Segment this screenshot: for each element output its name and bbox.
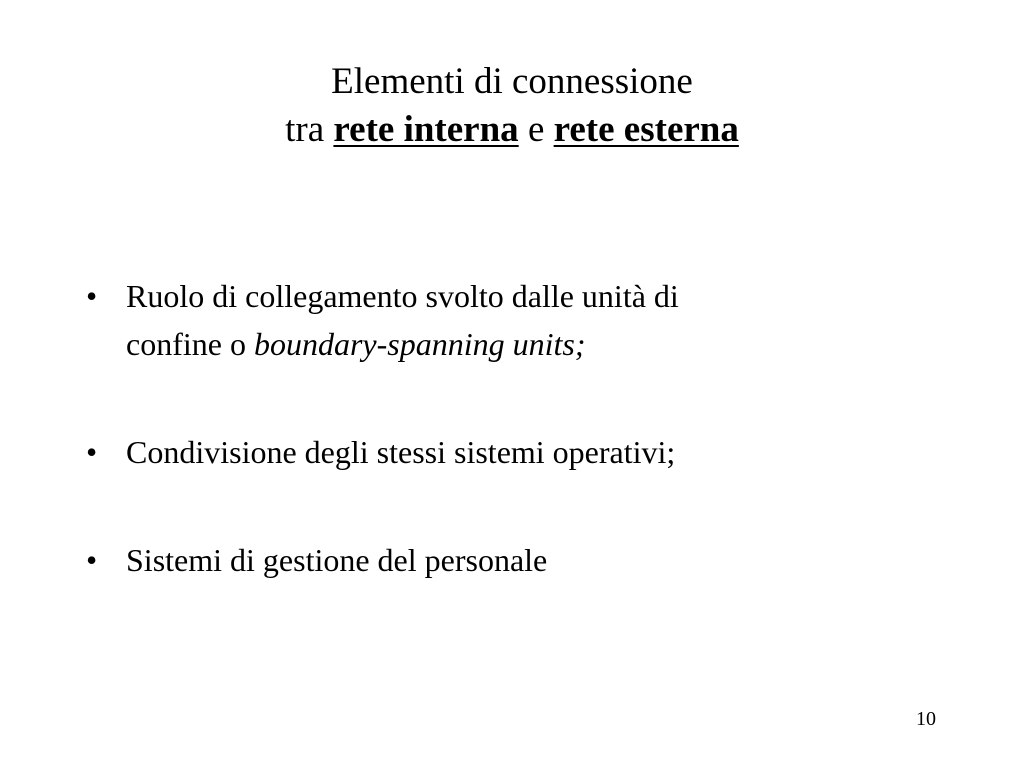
title-term-external-network: rete esterna bbox=[553, 109, 739, 150]
bullet-text: Condivisione degli stessi sistemi operativi; bbox=[126, 434, 676, 470]
bullet-item bbox=[86, 272, 946, 368]
page-number: 10 bbox=[916, 708, 936, 730]
bullet-icon: • bbox=[86, 542, 98, 578]
bullet-icon: • bbox=[86, 278, 98, 314]
bullet-italic-term: boundary-spanning units; bbox=[253, 326, 586, 362]
bullet-text: Sistemi di gestione del personale bbox=[126, 542, 548, 578]
bullet-list bbox=[86, 272, 946, 584]
title-prefix: tra bbox=[285, 109, 325, 150]
title-joiner: e bbox=[527, 109, 545, 150]
bullet-text: Ruolo di collegamento svolto dalle unità di bbox=[126, 278, 679, 314]
bullet-text-line2: confine o bbox=[126, 326, 246, 362]
slide-title bbox=[0, 58, 1024, 154]
bullet-item bbox=[86, 536, 946, 584]
bullet-item bbox=[86, 428, 946, 476]
bullet-icon: • bbox=[86, 434, 98, 470]
title-line-1: Elementi di connessione bbox=[331, 61, 693, 102]
title-line-2 bbox=[0, 106, 1024, 154]
title-term-internal-network: rete interna bbox=[333, 109, 519, 150]
